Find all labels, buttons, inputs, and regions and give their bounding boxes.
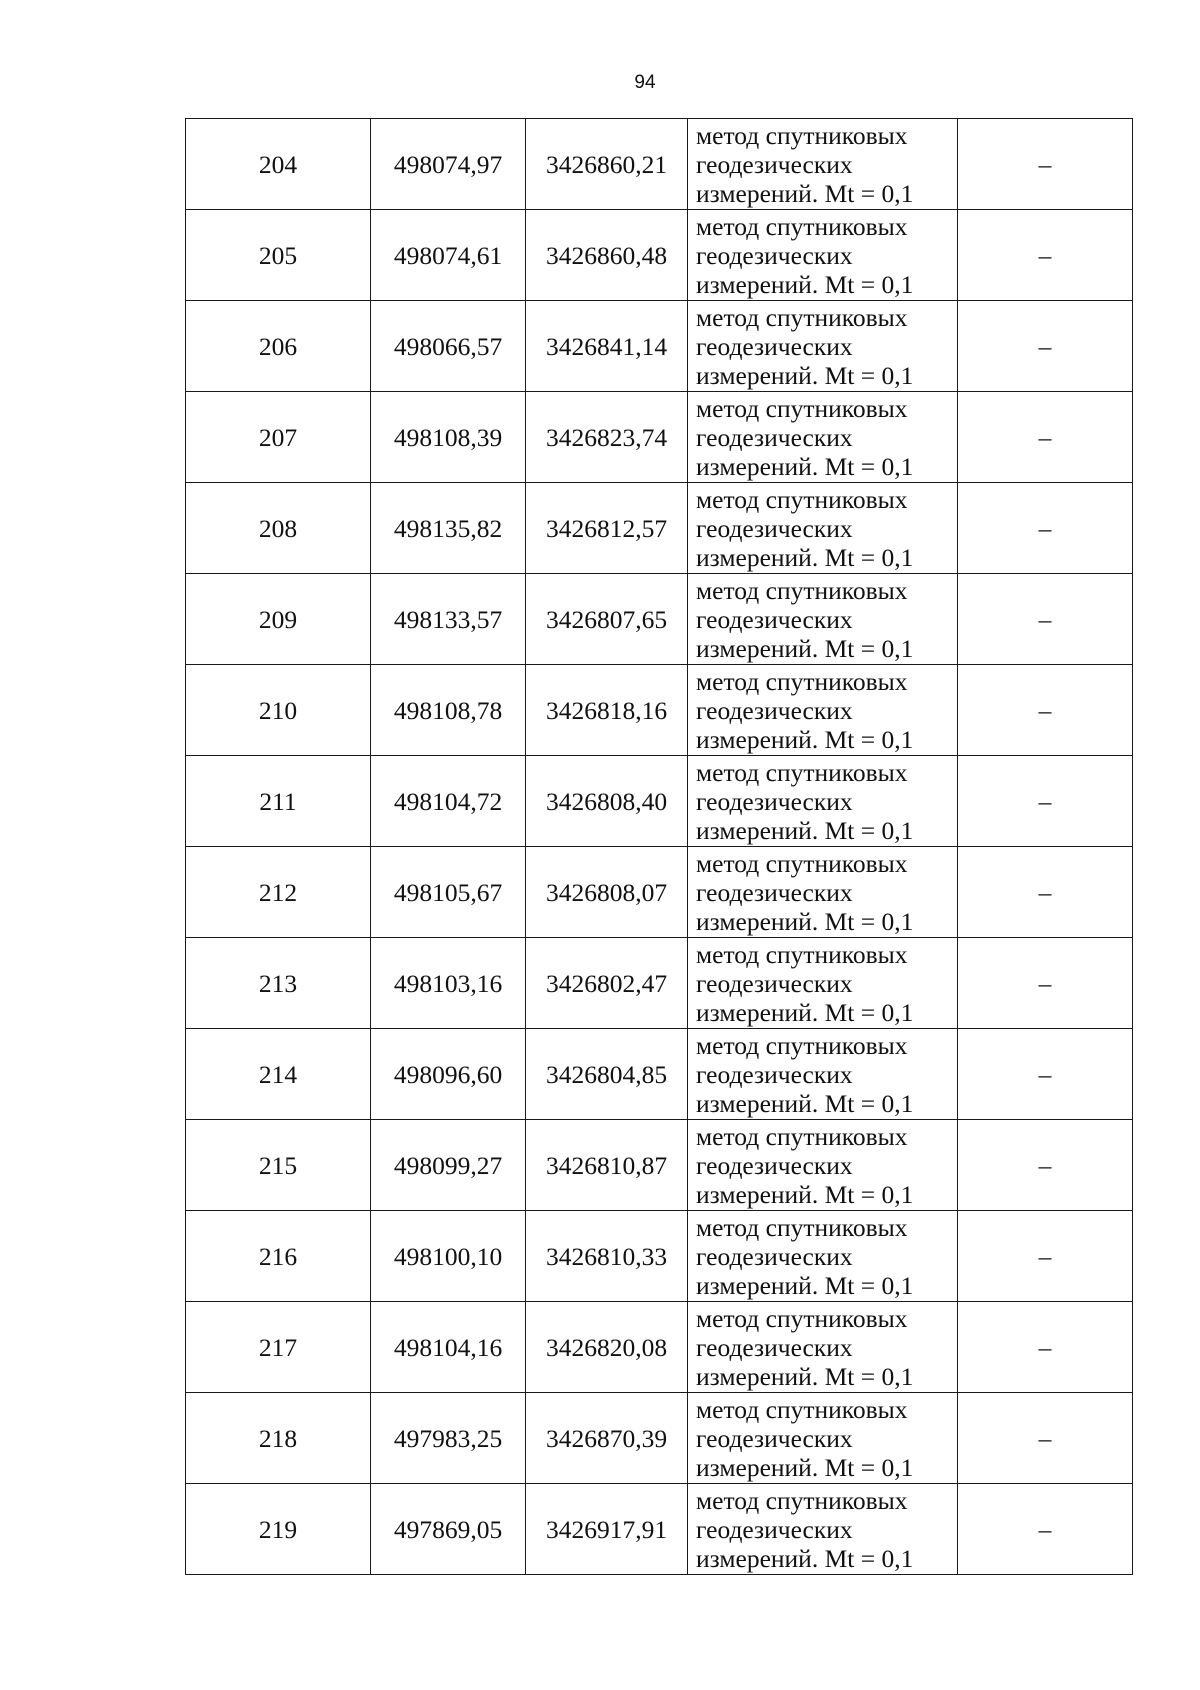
y-coordinate-cell: 3426812,57	[526, 483, 688, 574]
point-number-cell: 210	[186, 665, 371, 756]
table-row	[186, 1029, 1133, 1120]
method-line: геодезических	[696, 1059, 853, 1089]
method-line: геодезических	[696, 877, 853, 907]
table-row	[186, 210, 1133, 301]
x-coordinate-cell: 498066,57	[371, 301, 526, 392]
x-coordinate-cell: 498135,82	[371, 483, 526, 574]
x-coordinate-cell: 497869,05	[371, 1484, 526, 1575]
y-coordinate-cell: 3426804,85	[526, 1029, 688, 1120]
method-line: геодезических	[696, 1514, 853, 1544]
table-row	[186, 1120, 1133, 1211]
method-cell	[688, 1029, 958, 1120]
table-row	[186, 1484, 1133, 1575]
method-line: измерений. Mt = 0,1	[696, 542, 914, 572]
coordinates-table-body	[186, 119, 1133, 1575]
y-coordinate-cell: 3426807,65	[526, 574, 688, 665]
method-line: измерений. Mt = 0,1	[696, 633, 914, 663]
description-cell: –	[958, 756, 1133, 847]
method-cell	[688, 574, 958, 665]
point-number-cell: 212	[186, 847, 371, 938]
method-line: измерений. Mt = 0,1	[696, 360, 914, 390]
y-coordinate-cell: 3426823,74	[526, 392, 688, 483]
method-cell	[688, 1484, 958, 1575]
method-line: метод спутниковых	[696, 848, 908, 878]
description-cell: –	[958, 847, 1133, 938]
description-cell: –	[958, 1211, 1133, 1302]
y-coordinate-cell: 3426860,48	[526, 210, 688, 301]
method-cell	[688, 1120, 958, 1211]
table-row	[186, 392, 1133, 483]
table-row	[186, 483, 1133, 574]
table-row	[186, 1211, 1133, 1302]
method-cell	[688, 1393, 958, 1484]
method-cell	[688, 1211, 958, 1302]
method-line: измерений. Mt = 0,1	[696, 269, 914, 299]
y-coordinate-cell: 3426860,21	[526, 119, 688, 210]
y-coordinate-cell: 3426810,87	[526, 1120, 688, 1211]
method-line: измерений. Mt = 0,1	[696, 906, 914, 936]
method-line: метод спутниковых	[696, 757, 908, 787]
x-coordinate-cell: 498096,60	[371, 1029, 526, 1120]
point-number-cell: 215	[186, 1120, 371, 1211]
page-number: 94	[634, 72, 656, 93]
x-coordinate-cell: 498108,78	[371, 665, 526, 756]
table-row	[186, 847, 1133, 938]
y-coordinate-cell: 3426808,07	[526, 847, 688, 938]
method-cell	[688, 483, 958, 574]
method-cell	[688, 392, 958, 483]
method-cell	[688, 119, 958, 210]
method-line: геодезических	[696, 513, 853, 543]
point-number-cell: 206	[186, 301, 371, 392]
description-cell: –	[958, 574, 1133, 665]
method-line: измерений. Mt = 0,1	[696, 1543, 914, 1573]
method-line: измерений. Mt = 0,1	[696, 997, 914, 1027]
point-number-cell: 213	[186, 938, 371, 1029]
table-row	[186, 301, 1133, 392]
table-row	[186, 938, 1133, 1029]
y-coordinate-cell: 3426802,47	[526, 938, 688, 1029]
method-line: измерений. Mt = 0,1	[696, 1179, 914, 1209]
method-line: метод спутниковых	[696, 393, 908, 423]
method-line: измерений. Mt = 0,1	[696, 815, 914, 845]
method-line: геодезических	[696, 1332, 853, 1362]
method-line: геодезических	[696, 1150, 853, 1180]
method-line: измерений. Mt = 0,1	[696, 1088, 914, 1118]
method-cell	[688, 665, 958, 756]
point-number-cell: 208	[186, 483, 371, 574]
method-line: метод спутниковых	[696, 1485, 908, 1515]
method-line: геодезических	[696, 422, 853, 452]
method-line: геодезических	[696, 604, 853, 634]
method-line: геодезических	[696, 1423, 853, 1453]
point-number-cell: 214	[186, 1029, 371, 1120]
method-line: метод спутниковых	[696, 302, 908, 332]
x-coordinate-cell: 498105,67	[371, 847, 526, 938]
x-coordinate-cell: 498108,39	[371, 392, 526, 483]
x-coordinate-cell: 498074,61	[371, 210, 526, 301]
method-line: метод спутниковых	[696, 120, 908, 150]
method-line: метод спутниковых	[696, 575, 908, 605]
description-cell: –	[958, 483, 1133, 574]
method-cell	[688, 1302, 958, 1393]
method-cell	[688, 938, 958, 1029]
description-cell: –	[958, 1302, 1133, 1393]
method-line: геодезических	[696, 1241, 853, 1271]
y-coordinate-cell: 3426818,16	[526, 665, 688, 756]
method-line: геодезических	[696, 240, 853, 270]
table-row	[186, 1393, 1133, 1484]
method-line: геодезических	[696, 968, 853, 998]
point-number-cell: 205	[186, 210, 371, 301]
x-coordinate-cell: 498099,27	[371, 1120, 526, 1211]
description-cell: –	[958, 210, 1133, 301]
table-row	[186, 1302, 1133, 1393]
point-number-cell: 216	[186, 1211, 371, 1302]
x-coordinate-cell: 498133,57	[371, 574, 526, 665]
x-coordinate-cell: 498100,10	[371, 1211, 526, 1302]
y-coordinate-cell: 3426820,08	[526, 1302, 688, 1393]
description-cell: –	[958, 119, 1133, 210]
point-number-cell: 209	[186, 574, 371, 665]
method-line: метод спутниковых	[696, 939, 908, 969]
method-line: метод спутниковых	[696, 1212, 908, 1242]
y-coordinate-cell: 3426810,33	[526, 1211, 688, 1302]
method-line: измерений. Mt = 0,1	[696, 724, 914, 754]
method-cell	[688, 210, 958, 301]
method-cell	[688, 847, 958, 938]
description-cell: –	[958, 1120, 1133, 1211]
table-row	[186, 756, 1133, 847]
method-line: геодезических	[696, 786, 853, 816]
x-coordinate-cell: 498104,72	[371, 756, 526, 847]
method-line: измерений. Mt = 0,1	[696, 1361, 914, 1391]
point-number-cell: 219	[186, 1484, 371, 1575]
method-line: геодезических	[696, 695, 853, 725]
description-cell: –	[958, 392, 1133, 483]
method-line: измерений. Mt = 0,1	[696, 1270, 914, 1300]
description-cell: –	[958, 1029, 1133, 1120]
point-number-cell: 207	[186, 392, 371, 483]
method-line: метод спутниковых	[696, 1030, 908, 1060]
description-cell: –	[958, 1484, 1133, 1575]
method-line: геодезических	[696, 149, 853, 179]
point-number-cell: 217	[186, 1302, 371, 1393]
point-number-cell: 211	[186, 756, 371, 847]
x-coordinate-cell: 498104,16	[371, 1302, 526, 1393]
description-cell: –	[958, 938, 1133, 1029]
method-line: метод спутниковых	[696, 1303, 908, 1333]
y-coordinate-cell: 3426870,39	[526, 1393, 688, 1484]
y-coordinate-cell: 3426808,40	[526, 756, 688, 847]
y-coordinate-cell: 3426841,14	[526, 301, 688, 392]
method-line: метод спутниковых	[696, 1394, 908, 1424]
point-number-cell: 218	[186, 1393, 371, 1484]
table-row	[186, 119, 1133, 210]
method-line: метод спутниковых	[696, 1121, 908, 1151]
method-line: метод спутниковых	[696, 484, 908, 514]
method-line: измерений. Mt = 0,1	[696, 1452, 914, 1482]
method-line: измерений. Mt = 0,1	[696, 178, 914, 208]
y-coordinate-cell: 3426917,91	[526, 1484, 688, 1575]
x-coordinate-cell: 498074,97	[371, 119, 526, 210]
description-cell: –	[958, 665, 1133, 756]
method-line: измерений. Mt = 0,1	[696, 451, 914, 481]
table-row	[186, 574, 1133, 665]
table-row	[186, 665, 1133, 756]
coordinates-table	[185, 118, 1133, 1575]
point-number-cell: 204	[186, 119, 371, 210]
method-line: метод спутниковых	[696, 666, 908, 696]
description-cell: –	[958, 301, 1133, 392]
method-line: геодезических	[696, 331, 853, 361]
x-coordinate-cell: 497983,25	[371, 1393, 526, 1484]
method-line: метод спутниковых	[696, 211, 908, 241]
description-cell: –	[958, 1393, 1133, 1484]
method-cell	[688, 756, 958, 847]
x-coordinate-cell: 498103,16	[371, 938, 526, 1029]
method-cell	[688, 301, 958, 392]
